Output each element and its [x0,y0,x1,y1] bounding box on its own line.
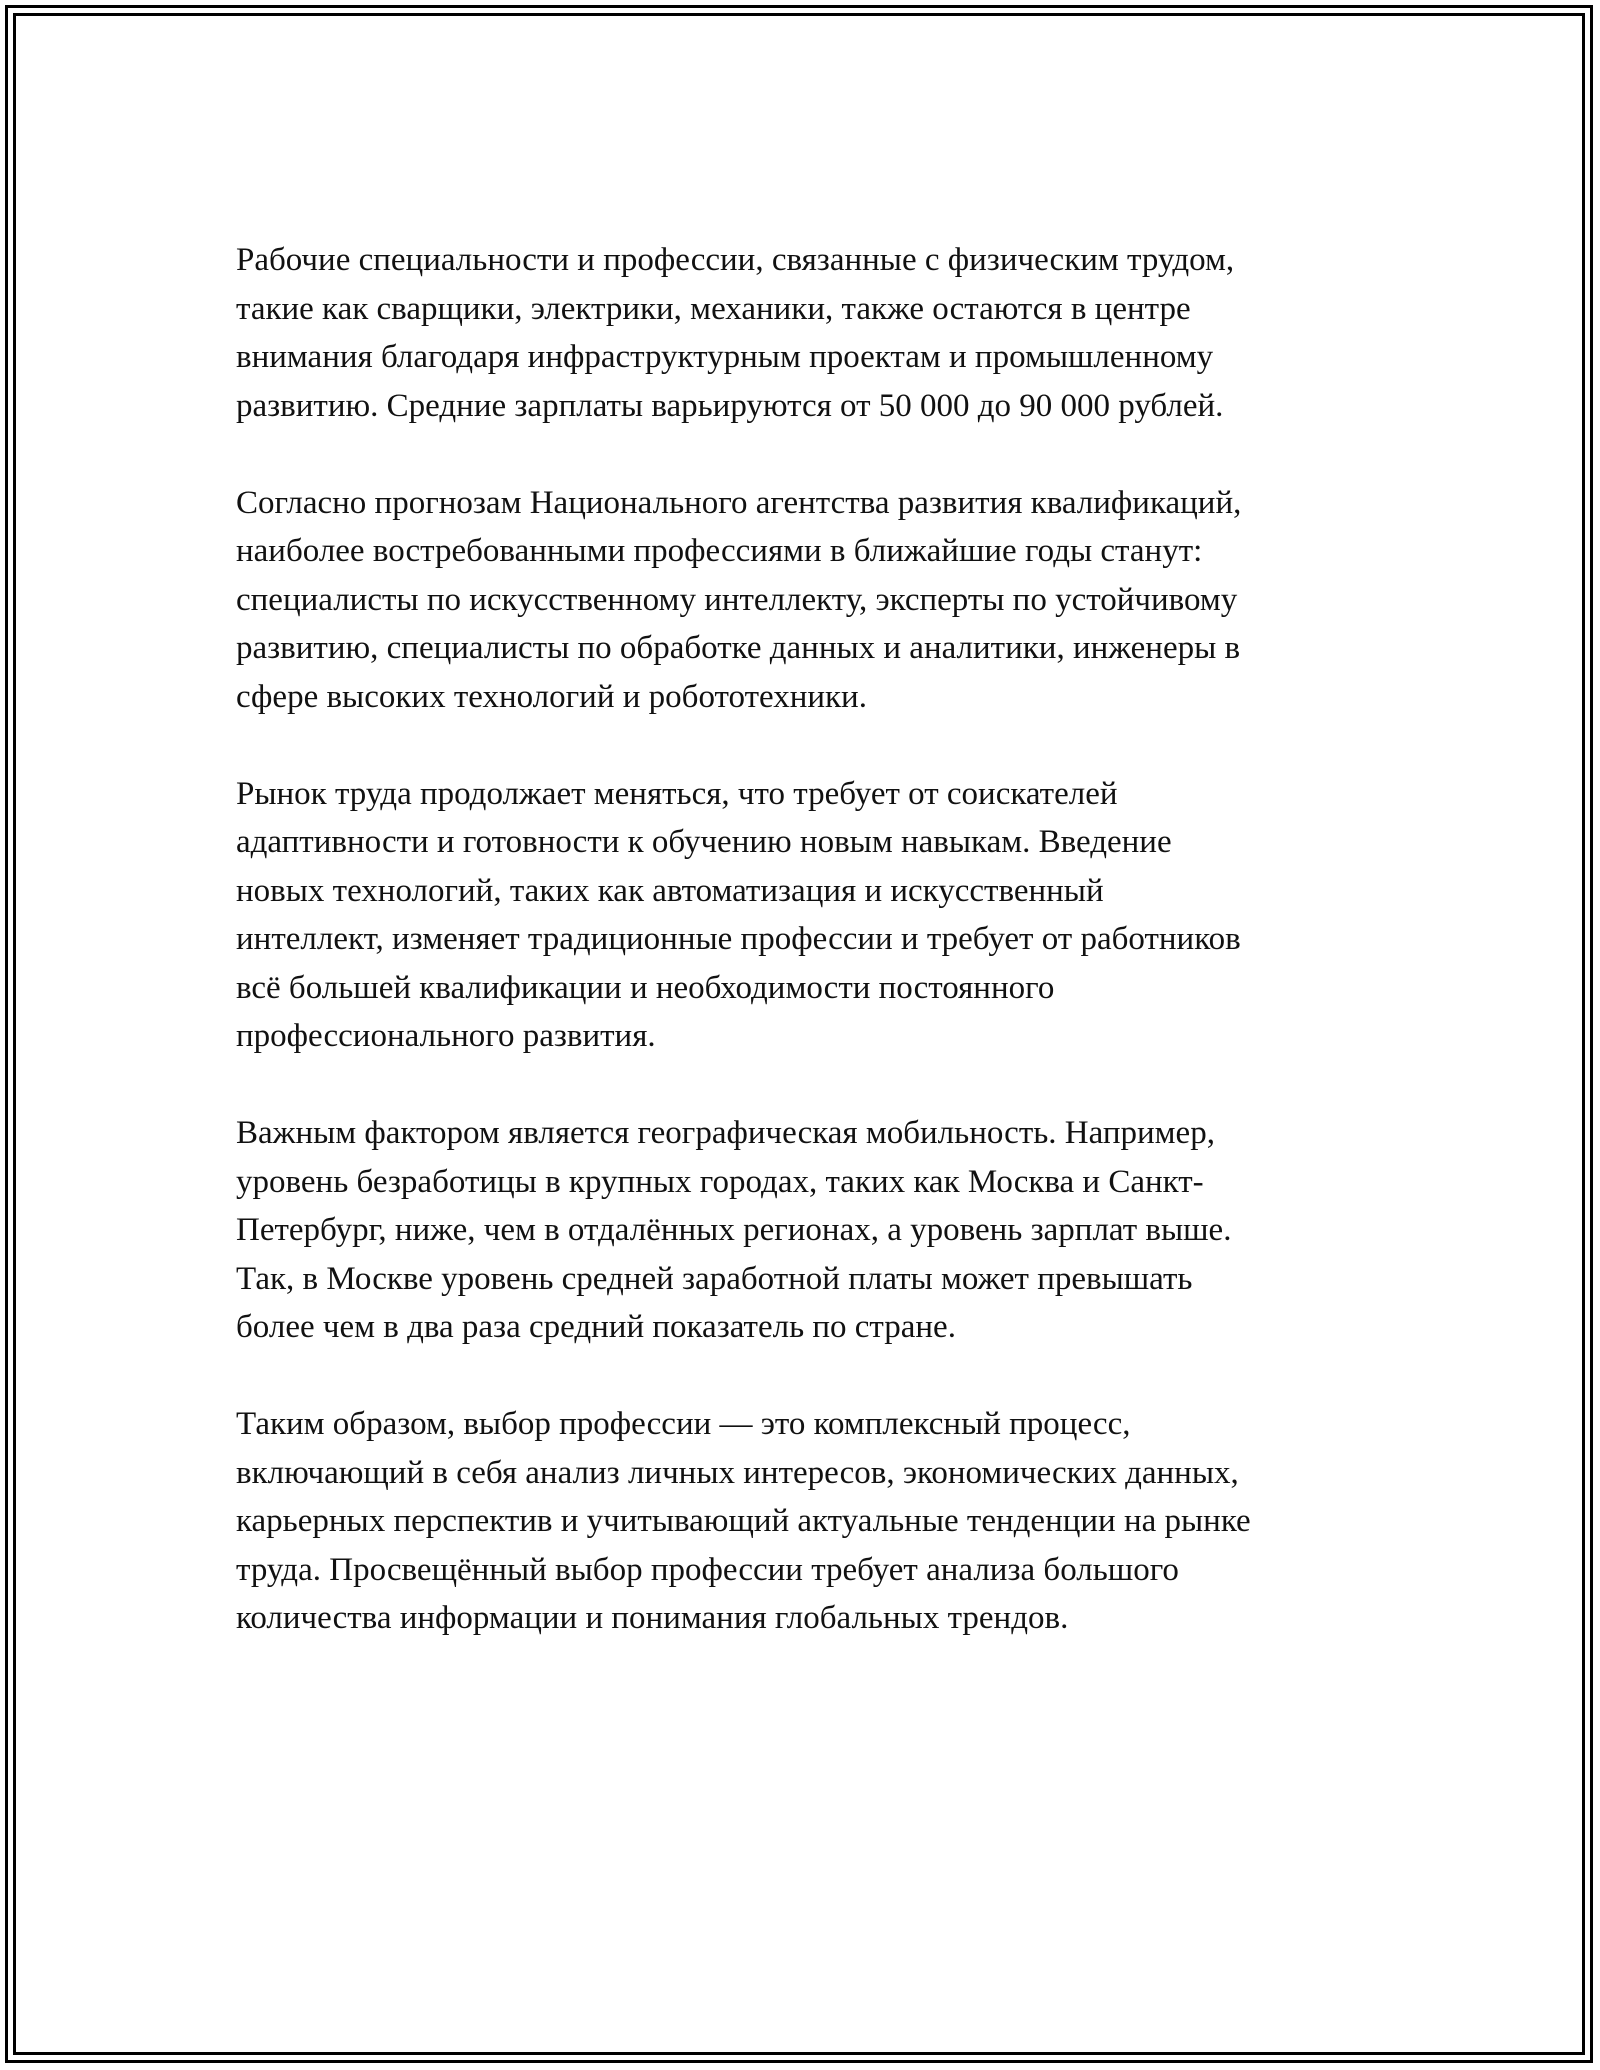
paragraph-geographic-mobility: Важным фактором является географическая мобильность. Например, уровень безработицы в крупных городах, таких как Москва и Санкт- Петербург, ниже, чем в отдалённых регионах, а уровень зарплат выше. Так, в Москве уровень средней заработной платы может превышать более чем в два раза средний показатель по стране. [236,1115,1232,1345]
paragraph-demanded-professions: Согласно прогнозам Национального агентства развития квалификаций, наиболее востребованными профессиями в ближайшие годы станут: специалисты по искусственному интеллекту, эксперты по устойчивому развитию, специалисты по обработке данных и аналитики, инженеры в сфере высоких технологий и робототехники. [236,484,1242,715]
document-body [236,236,1376,1691]
paragraph-labor-market-changes: Рынок труда продолжает меняться, что требует от соискателей адаптивности и готовности к обучению новым навыкам. Введение новых технологий, таких как автоматизация и искусственный интеллект, изменяет традиционные профессии и требует от работников всё большей квалификации и необходимости постоянного профессионального развития. [236,775,1241,1054]
paragraph-manual-professions: Рабочие специальности и профессии, связанные с физическим трудом, такие как сварщики, электрики, механики, также остаются в центре внимания благодаря инфраструктурным проектам и промышленному развитию. Средние зарплаты варьируются от 50 000 до 90 000 рублей. [236,242,1235,424]
paragraph-conclusion: Таким образом, выбор профессии — это комплексный процесс, включающий в себя анализ личных интересов, экономических данных, карьерных перспектив и учитывающий актуальные тенденции на рынке труда. Просвещённый выбор профессии требует анализа большого количества информации и понимания глобальных трендов. [236,1406,1251,1636]
